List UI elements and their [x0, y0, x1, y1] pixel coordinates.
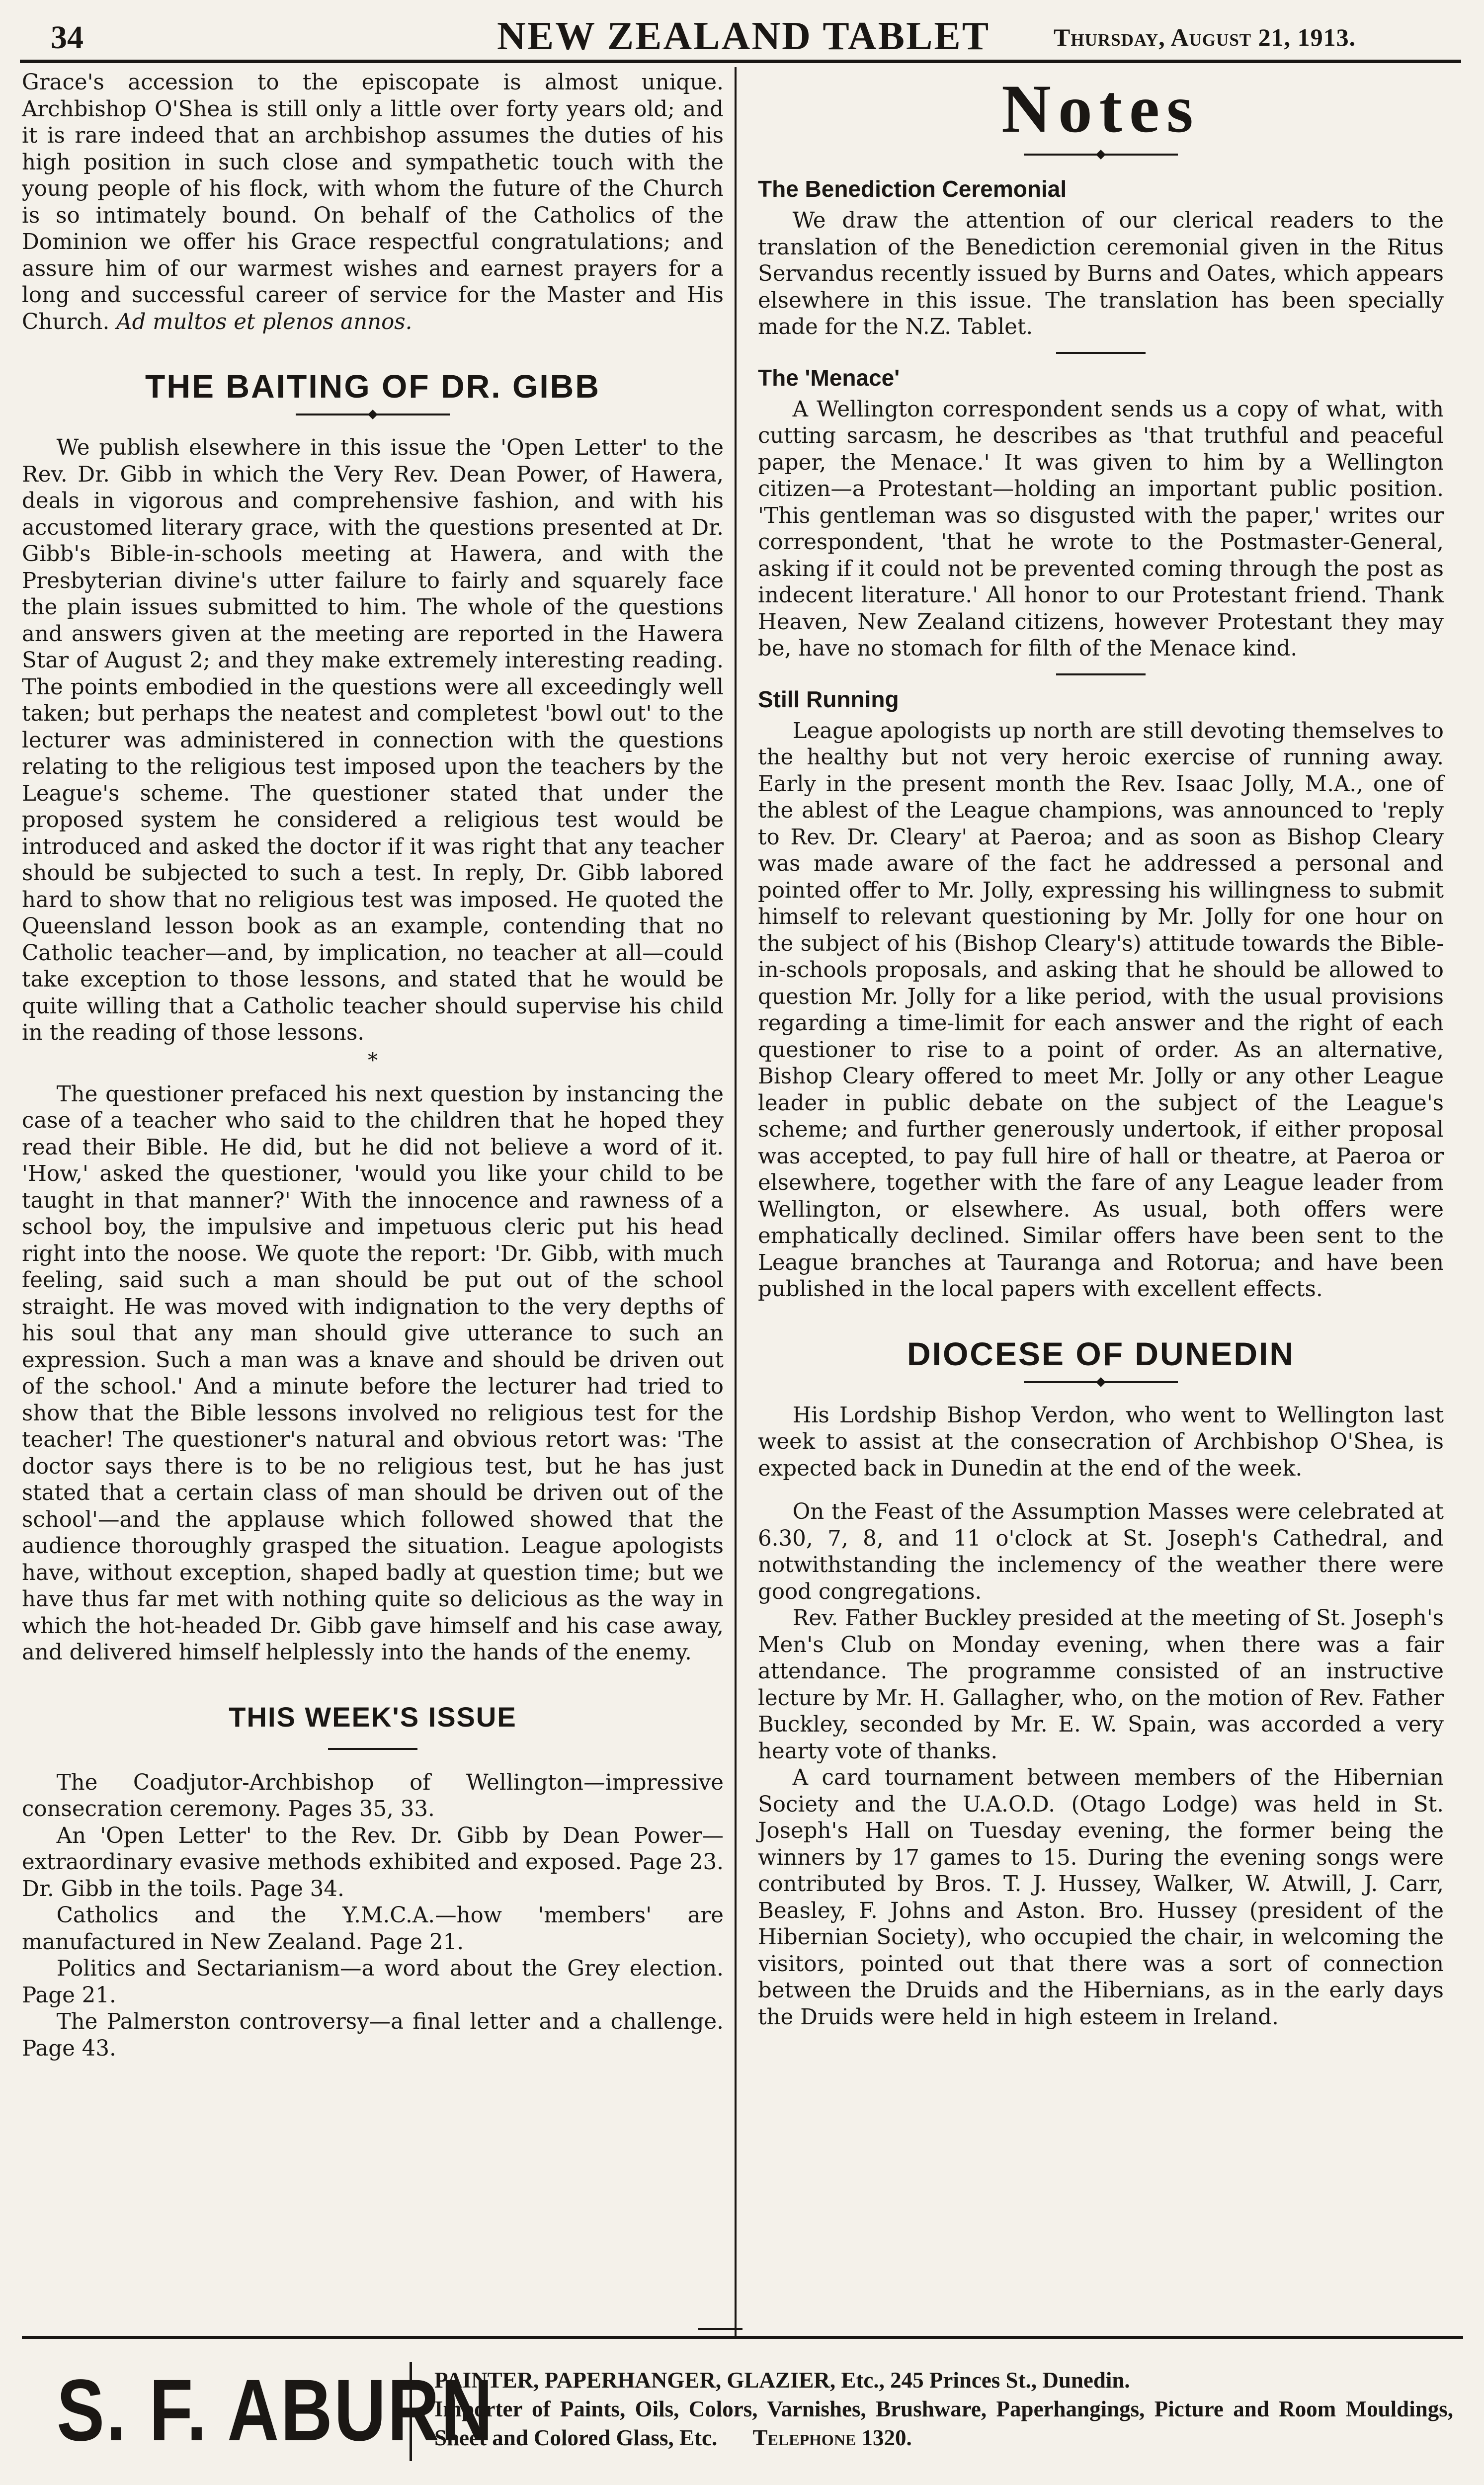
issue-date: Thursday, August 21, 1913.	[1054, 23, 1356, 51]
advertiser-details	[434, 2366, 1453, 2452]
dunedin-paragraph-4: A card tournament between members of the Hibernian Society and the U.A.O.D. (Otago Lodge) was held in St. Joseph's Hall on Tuesday evening, the former being the winners by 17 games to 15. During the evening songs were contributed by Bros. T. J. Hussey, Walker, W. Atwill, J. Carr, Beasley, F. Johns and Aston. Bro. Hussey (president of the Hibernian Society), who occupied the chair, in welcoming the visitors, pointed out that there was a sort of connection between the Druids and the Hibernians, as in the early days the Druids were held in high esteem in Ireland.	[758, 1765, 1444, 2030]
ad-line-trade: PAINTER, PAPERHANGER, GLAZIER, Etc., 245 Princes St., Dunedin.	[434, 2368, 1130, 2393]
issue-item: Catholics and the Y.M.C.A.—how 'members' are manufactured in New Zealand. Page 21.	[22, 1903, 724, 1955]
menace-heading: The 'Menace'	[758, 364, 900, 391]
ad-top-rule	[22, 2336, 1463, 2339]
dunedin-paragraph-2: On the Feast of the Assumption Masses were celebrated at 6.30, 7, 8, and 11 o'clock at St. Joseph's Cathedral, and notwithstanding the inclemency of the weather there were good congregations.	[758, 1499, 1444, 1604]
dunedin-ornament	[758, 1379, 1444, 1386]
issue-item: The Palmerston controversy—a final letter and a challenge. Page 43.	[22, 2009, 724, 2061]
page-number: 34	[51, 19, 83, 56]
column-divider	[735, 67, 737, 2338]
right-column	[758, 70, 1444, 2031]
ad-top-ornament	[698, 2328, 742, 2330]
left-column	[22, 70, 724, 2062]
note-separator	[1056, 352, 1146, 354]
issue-list	[22, 1770, 724, 2063]
issue-heading: THIS WEEK'S ISSUE	[229, 1701, 517, 1733]
advertiser-name: S. F. ABURN	[57, 2362, 495, 2459]
advertisement	[22, 2336, 1463, 2485]
issue-item: The Coadjutor-Archbishop of Wellington—impressive consecration ceremony. Pages 35, 33.	[22, 1770, 724, 1822]
notes-heading: Notes	[1001, 71, 1200, 147]
ad-separator	[410, 2362, 412, 2461]
benediction-heading: The Benediction Ceremonial	[758, 176, 1067, 202]
benediction-text: We draw the attention of our clerical readers to the translation of the Benediction ceremonial given in the Ritus Servandus recently issued by Burns and Oates, which appears elsewhere in this issue. The translation has been specially made for the N.Z. Tablet.	[758, 208, 1444, 339]
dunedin-paragraph-3: Rev. Father Buckley presided at the meeting of St. Joseph's Men's Club on Monday evening, when there was a fair attendance. The programme consisted of an instructive lecture by Mr. H. Gallagher, who, on the motion of Rev. Father Buckley, seconded by Mr. E. W. Spain, was accorded a very hearty vote of thanks.	[758, 1606, 1444, 1764]
menace-text: A Wellington correspondent sends us a copy of what, with cutting sarcasm, he describes as 'that truthful and peaceful paper, the Menace.' It was given to him by a Wellington citizen—a Protestant—holding an important public position. 'This gentleman was so disgusted with the paper,' writes our correspondent, 'that he wrote to the Postmaster-General, asking if it could not be prevented coming through the post as indecent literature.' All honor to our Protestant friend. Thank Heaven, New Zealand citizens, however Protestant they may be, have no stomach for filth of the Menace kind.	[758, 397, 1444, 661]
section-star: *	[368, 1049, 378, 1072]
heading-ornament	[22, 411, 724, 418]
baiting-heading: THE BAITING OF DR. GIBB	[145, 368, 600, 405]
masthead	[20, 5, 1446, 60]
dunedin-paragraph-1: His Lordship Bishop Verdon, who went to Wellington last week to assist at the consecration of Archbishop O'Shea, is expected back in Dunedin at the end of the week.	[758, 1403, 1444, 1481]
latin-blessing: Ad multos et plenos annos.	[116, 309, 412, 334]
dunedin-heading: DIOCESE OF DUNEDIN	[907, 1335, 1295, 1372]
issue-heading-rule	[328, 1748, 417, 1750]
newspaper-title: NEW ZEALAND TABLET	[497, 14, 990, 58]
running-heading: Still Running	[758, 686, 899, 712]
ad-line-goods: Importer of Paints, Oils, Colors, Varnishes, Brushware, Paperhangings, Picture and Room Mouldings, Sheet and Colored Glass, Etc.	[434, 2397, 1453, 2450]
notes-ornament	[758, 151, 1444, 158]
masthead-rule	[20, 60, 1461, 63]
issue-item: An 'Open Letter' to the Rev. Dr. Gibb by Dean Power—extraordinary evasive methods exhibited and exposed. Page 23. Dr. Gibb in the toils. Page 34.	[22, 1823, 724, 1902]
running-text: League apologists up north are still devoting themselves to the healthy but not very heroic exercise of running away. Early in the present month the Rev. Isaac Jolly, M.A., one of the ablest of the League champions, was announced to 'reply to Rev. Dr. Cleary' at Paeroa; and as soon as Bishop Cleary was made aware of the fact he addressed a personal and pointed offer to Mr. Jolly, expressing his willingness to submit himself to relevant questioning by Mr. Jolly for one hour on the subject of his (Bishop Cleary's) attitude towards the Bible-in-schools proposals, and asking that he should be allowed to question Mr. Jolly for a like period, with the usual provisions regarding a time-limit for each answer and the right of each questioner to rise to a point of order. As an alternative, Bishop Cleary offered to meet Mr. Jolly or any other League leader in public debate on the subject of the League's scheme; and further generously undertook, if either proposal was accepted, to pay full hire of hall or theatre, at Paeroa or elsewhere, together with the fare of any League leader from Wellington, or elsewhere. As usual, both offers were emphatically declined. Similar offers have been sent to the League branches at Tauranga and Rotorua; and have been published in the local papers with excellent effects.	[758, 718, 1444, 1302]
baiting-paragraph-1: We publish elsewhere in this issue the 'Open Letter' to the Rev. Dr. Gibb in which the Very Rev. Dean Power, of Hawera, deals in vigorous and comprehensive fashion, and with his accustomed literary grace, with the questions presented at Dr. Gibb's Bible-in-schools meeting at Hawera, and with the Presbyterian divine's utter failure to fairly and squarely face the plain issues submitted to him. The whole of the questions and answers given at the meeting are reported in the Hawera Star of August 2; and they make extremely interesting reading. The points embodied in the questions were all exceedingly well taken; but perhaps the neatest and completest 'bowl out' to the lecturer was administered in connection with the questions relating to the religious test imposed upon the teachers by the League's scheme. The questioner stated that under the proposed system he considered a religious test would be introduced and asked the doctor if it was right that any teacher should be subjected to such a test. In reply, Dr. Gibb labored hard to show that no religious test was imposed. He quoted the Queensland lesson book as an example, contending that no Catholic teacher—and, by implication, no teacher at all—could take exception to those lessons, and stated that he would be quite willing that a Catholic teacher should supervise his child in the reading of those lessons.	[22, 435, 724, 1045]
note-separator	[1056, 673, 1146, 675]
intro-paragraph: Grace's accession to the episcopate is almost unique. Archbishop O'Shea is still only a little over forty years old; and it is rare indeed that an archbishop assumes the duties of his high position in such close and sympathetic touch with the young people of his flock, with whom the future of the Church is so intimately bound. On behalf of the Catholics of the Dominion we offer his Grace respectful congratulations; and assure him of our warmest wishes and earnest prayers for a long and successful career of service for the Master and His Church. Ad multos et plenos annos.	[22, 70, 724, 334]
issue-item: Politics and Sectarianism—a word about the Grey election. Page 21.	[22, 1956, 724, 2008]
ad-telephone: Telephone 1320.	[752, 2425, 912, 2450]
baiting-paragraph-2: The questioner prefaced his next question by instancing the case of a teacher who said to the children that he hoped they read their Bible. He did, but he did not believe a word of it. 'How,' asked the questioner, 'would you like your child to be taught in that manner?' With the innocence and rawness of a school boy, the impulsive and impetuous cleric put his head right into the noose. We quote the report: 'Dr. Gibb, with much feeling, said such a man should be put out of the school straight. He was moved with indignation to the very depths of his soul that any man should give utterance to such an expression. Such a man was a knave and should be driven out of the school.' And a minute before the lecturer had tried to show that the Bible lessons involved no religious test for the teacher! The questioner's natural and obvious retort was: 'The doctor says there is to be no religious test, but he has just stated that a certain class of man should be driven out of the school'—and the applause which followed showed that the audience thoroughly grasped the situation. League apologists have, without exception, shaped badly at question time; but we have thus far met with nothing quite so delicious as the way in which the hot-headed Dr. Gibb gave himself and his case away, and delivered himself helplessly into the hands of the enemy.	[22, 1081, 724, 1665]
